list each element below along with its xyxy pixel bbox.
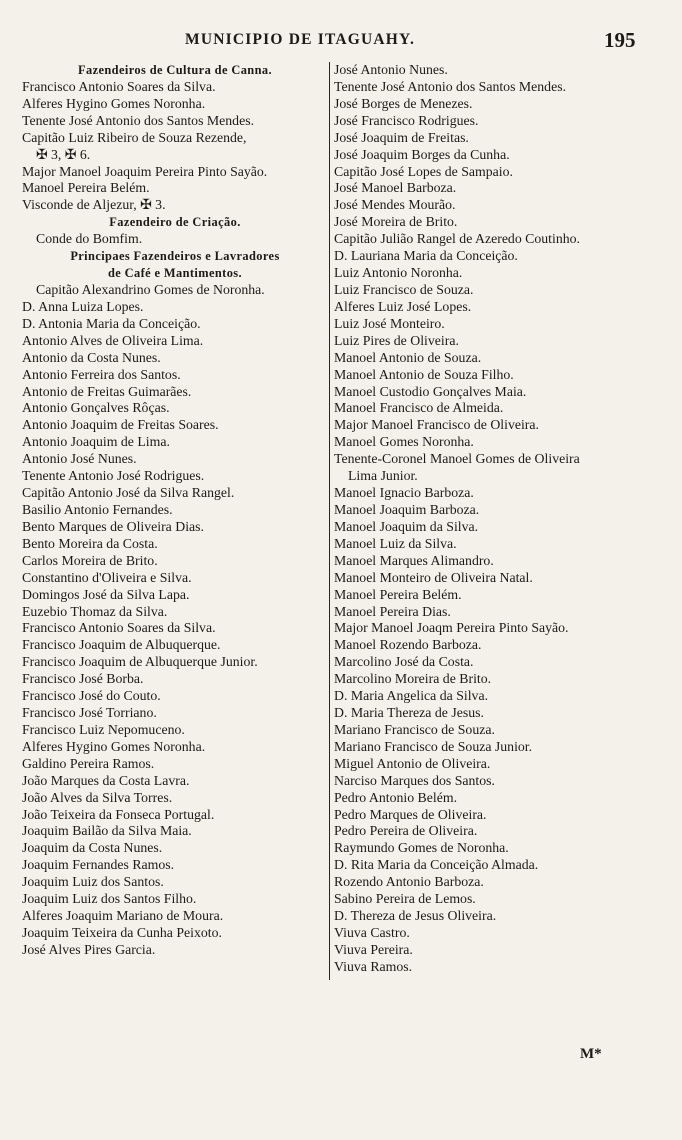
list-entry: Miguel Antonio de Oliveira. <box>334 755 491 771</box>
list-entry: Manoel Francisco de Almeida. <box>334 400 504 416</box>
list-entry: Francisco Joaquim de Albuquerque. <box>22 637 221 653</box>
list-entry: Rozendo Antonio Barboza. <box>334 874 484 890</box>
list-entry: D. Thereza de Jesus Oliveira. <box>334 908 497 924</box>
list-entry: Alferes Luiz José Lopes. <box>334 298 472 314</box>
list-entry: Major Manoel Joaqm Pereira Pinto Sayão. <box>334 620 569 636</box>
list-entry: Joaquim da Costa Nunes. <box>22 840 163 856</box>
list-entry: Euzebio Thomaz da Silva. <box>22 603 168 619</box>
list-entry: Alferes Hygino Gomes Noronha. <box>22 738 206 754</box>
list-entry: Sabino Pereira de Lemos. <box>334 891 476 907</box>
list-entry: Tenente José Antonio dos Santos Mendes. <box>22 112 255 128</box>
list-entry: Tenente Antonio José Rodrigues. <box>22 468 205 484</box>
list-entry: Capitão Julião Rangel de Azeredo Coutinho. <box>334 231 580 247</box>
list-entry: Francisco José Borba. <box>22 671 144 687</box>
list-entry: Manoel Joaquim Barboza. <box>334 501 480 517</box>
list-entry: Tenente-Coronel Manoel Gomes de Oliveira <box>334 451 580 467</box>
list-entry: Manoel Rozendo Barboza. <box>334 637 482 653</box>
list-entry: D. Anna Luiza Lopes. <box>22 298 144 314</box>
running-title: MUNICIPIO DE ITAGUAHY. <box>185 31 416 48</box>
section-heading-criacao: Fazendeiro de Criação. <box>109 215 241 230</box>
list-entry: José Alves Pires Garcia. <box>22 941 156 957</box>
list-entry: Manoel Custodio Gonçalves Maia. <box>334 383 527 399</box>
criacao-list <box>22 231 328 248</box>
list-entry: Conde do Bomfim. <box>36 231 143 247</box>
right-list <box>334 62 664 976</box>
list-entry: D. Lauriana Maria da Conceição. <box>334 248 518 264</box>
list-entry: Raymundo Gomes de Noronha. <box>334 840 509 856</box>
list-entry: Pedro Pereira de Oliveira. <box>334 823 478 839</box>
list-entry: Luiz Pires de Oliveira. <box>334 332 459 348</box>
list-entry: Francisco José Torriano. <box>22 705 157 721</box>
list-entry: Capitão Alexandrino Gomes de Noronha. <box>36 281 265 297</box>
list-entry: José Mendes Mourão. <box>334 197 456 213</box>
list-entry: Carlos Moreira de Brito. <box>22 552 158 568</box>
list-entry: Constantino d'Oliveira e Silva. <box>22 569 192 585</box>
list-entry: Manoel Luiz da Silva. <box>334 535 457 551</box>
page-header <box>0 29 682 53</box>
list-entry: Viuva Castro. <box>334 925 410 941</box>
list-entry: Lima Junior. <box>348 468 418 484</box>
list-entry: João Teixeira da Fonseca Portugal. <box>22 806 215 822</box>
list-entry: José Manoel Barboza. <box>334 180 457 196</box>
list-entry: Antonio José Nunes. <box>22 451 137 467</box>
list-entry: Pedro Marques de Oliveira. <box>334 806 487 822</box>
cafe-list <box>22 282 328 959</box>
list-entry: Major Manoel Francisco de Oliveira. <box>334 417 539 433</box>
list-entry: Joaquim Fernandes Ramos. <box>22 857 175 873</box>
list-entry: Francisco Antonio Soares da Silva. <box>22 620 216 636</box>
list-entry: Galdino Pereira Ramos. <box>22 755 155 771</box>
list-entry: Manoel Joaquim da Silva. <box>334 518 479 534</box>
section-heading-cafe-line-2: de Café e Mantimentos. <box>107 266 243 281</box>
list-entry: Basilio Antonio Fernandes. <box>22 501 173 517</box>
list-entry: Marcolino José da Costa. <box>334 654 474 670</box>
list-entry: Manoel Pereira Dias. <box>334 603 451 619</box>
list-entry: Joaquim Luiz dos Santos. <box>22 874 164 890</box>
list-entry: Manoel Antonio de Souza Filho. <box>334 366 514 382</box>
list-entry: Pedro Antonio Belém. <box>334 789 458 805</box>
list-entry: ✠ 3, ✠ 6. <box>36 146 91 162</box>
list-entry: Capitão Antonio José da Silva Rangel. <box>22 485 235 501</box>
list-entry: Visconde de Aljezur, ✠ 3. <box>22 197 166 213</box>
list-entry: Mariano Francisco de Souza Junior. <box>334 738 533 754</box>
list-entry: D. Antonia Maria da Conceição. <box>22 315 201 331</box>
list-entry: Joaquim Bailão da Silva Maia. <box>22 823 192 839</box>
list-entry: D. Maria Angelica da Silva. <box>334 688 489 704</box>
section-heading-cana: Fazendeiros de Cultura de Canna. <box>78 63 272 77</box>
page-number: 195 <box>604 28 636 52</box>
list-entry: Francisco Antonio Soares da Silva. <box>22 78 216 94</box>
list-entry: Manoel Ignacio Barboza. <box>334 485 474 501</box>
section-heading-cafe-line-1: Principaes Fazendeiros e Lavradores <box>70 249 280 264</box>
list-entry: Narciso Marques dos Santos. <box>334 772 495 788</box>
list-entry: Bento Marques de Oliveira Dias. <box>22 518 204 534</box>
list-entry: Joaquim Luiz dos Santos Filho. <box>22 891 197 907</box>
list-entry: José Moreira de Brito. <box>334 214 458 230</box>
list-entry: Antonio da Costa Nunes. <box>22 349 161 365</box>
right-column <box>334 62 664 976</box>
list-entry: Marcolino Moreira de Brito. <box>334 671 492 687</box>
list-entry: Joaquim Teixeira da Cunha Peixoto. <box>22 925 222 941</box>
list-entry: Antonio Alves de Oliveira Lima. <box>22 332 204 348</box>
list-entry: Francisco José do Couto. <box>22 688 161 704</box>
list-entry: Luiz Francisco de Souza. <box>334 281 474 297</box>
list-entry: José Joaquim Borges da Cunha. <box>334 146 510 162</box>
list-entry: Antonio Joaquim de Freitas Soares. <box>22 417 219 433</box>
list-entry: Manoel Marques Alimandro. <box>334 552 494 568</box>
list-entry: Viuva Pereira. <box>334 941 413 957</box>
list-entry: José Borges de Menezes. <box>334 95 473 111</box>
list-entry: José Francisco Rodrigues. <box>334 112 479 128</box>
list-entry: José Joaquim de Freitas. <box>334 129 469 145</box>
list-entry: Manoel Pereira Belém. <box>22 180 150 196</box>
list-entry: Capitão José Lopes de Sampaio. <box>334 163 513 179</box>
list-entry: D. Rita Maria da Conceição Almada. <box>334 857 539 873</box>
list-entry: Antonio de Freitas Guimarães. <box>22 383 192 399</box>
list-entry: Bento Moreira da Costa. <box>22 535 158 551</box>
list-entry: Antonio Ferreira dos Santos. <box>22 366 181 382</box>
list-entry: Manoel Monteiro de Oliveira Natal. <box>334 569 533 585</box>
list-entry: Viuva Ramos. <box>334 958 413 974</box>
list-entry: Alferes Hygino Gomes Noronha. <box>22 95 206 111</box>
list-entry: Capitão Luiz Ribeiro de Souza Rezende, <box>22 129 247 145</box>
list-entry: José Antonio Nunes. <box>334 62 448 77</box>
list-entry: Manoel Antonio de Souza. <box>334 349 482 365</box>
list-entry: João Marques da Costa Lavra. <box>22 772 190 788</box>
list-entry: Francisco Luiz Nepomuceno. <box>22 721 185 737</box>
list-entry: Tenente José Antonio dos Santos Mendes. <box>334 78 567 94</box>
list-entry: Manoel Pereira Belém. <box>334 586 462 602</box>
list-entry: D. Maria Thereza de Jesus. <box>334 705 484 721</box>
list-entry: Luiz José Monteiro. <box>334 315 445 331</box>
list-entry: Major Manoel Joaquim Pereira Pinto Sayão. <box>22 163 268 179</box>
list-entry: Antonio Gonçalves Rôças. <box>22 400 170 416</box>
list-entry: Domingos José da Silva Lapa. <box>22 586 190 602</box>
column-divider <box>329 62 330 980</box>
list-entry: Antonio Joaquim de Lima. <box>22 434 170 450</box>
list-entry: Mariano Francisco de Souza. <box>334 721 495 737</box>
left-column <box>22 62 328 959</box>
signature-mark: M* <box>580 1046 602 1062</box>
list-entry: Manoel Gomes Noronha. <box>334 434 474 450</box>
list-entry: João Alves da Silva Torres. <box>22 789 173 805</box>
cana-list <box>22 79 328 214</box>
list-entry: Alferes Joaquim Mariano de Moura. <box>22 908 224 924</box>
list-entry: Francisco Joaquim de Albuquerque Junior. <box>22 654 258 670</box>
list-entry: Luiz Antonio Noronha. <box>334 265 463 281</box>
